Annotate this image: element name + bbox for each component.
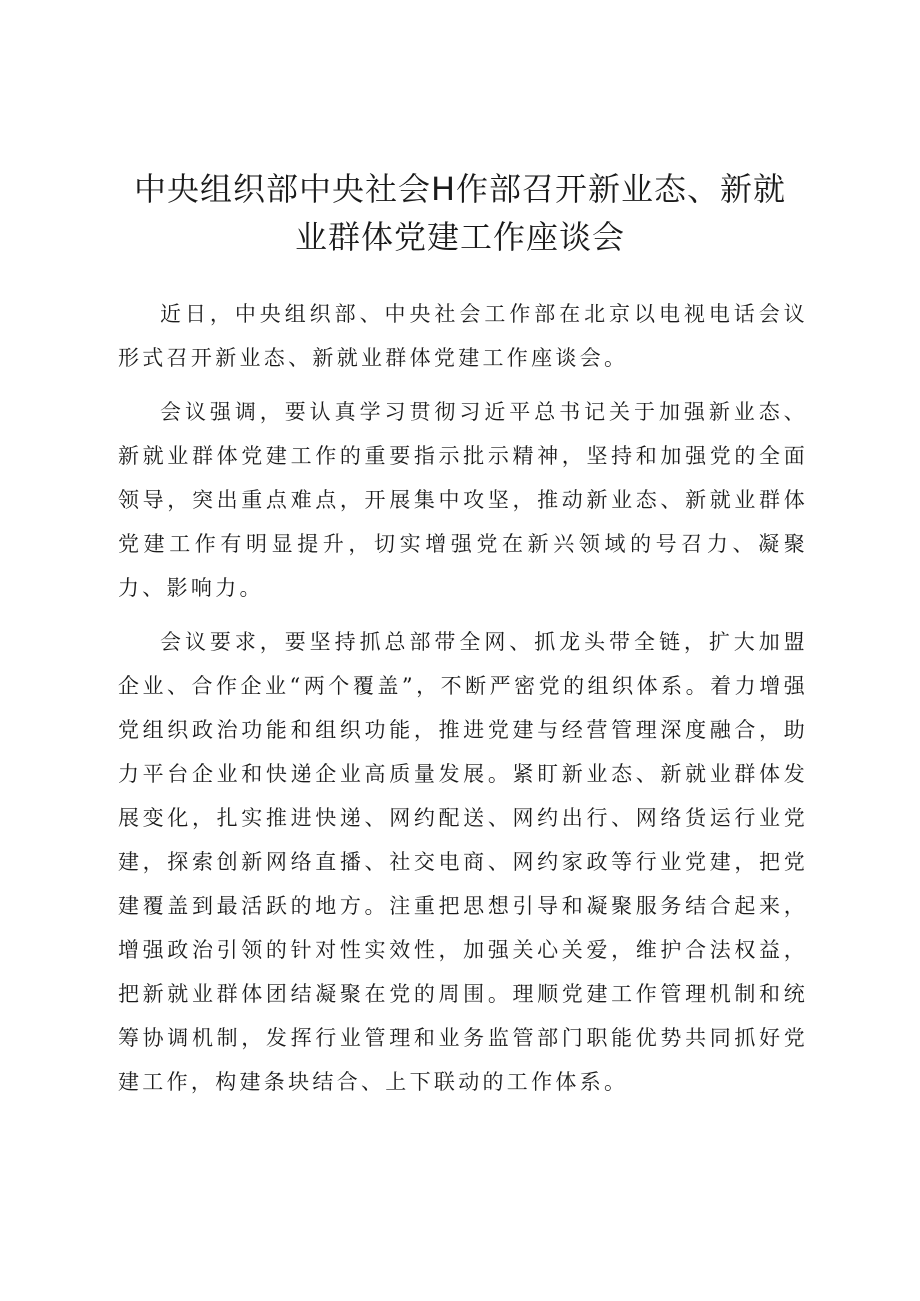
title-line-2: 业群体党建工作座谈会 xyxy=(294,218,625,256)
paragraph-3: 会议要求，要坚持抓总部带全网、抓龙头带全链，扩大加盟企业、合作企业“两个覆盖”，不断严密党的组织体系。着力增强党组织政治功能和组织功能，推进党建与经营管理深度融合，助力平台企业和快递企业高质量发展。紧盯新业态、新就业群体发展变化，扎实推进快递、网约配送、网约出行、网络货运行业党建，探索创新网络直播、社交电商、网约家政等行业党建，把党建覆盖到最活跃的地方。注重把思想引导和凝聚服务结合起来，增强政治引领的针对性实效性，加强关心关爱，维护合法权益，把新就业群体团结凝聚在党的周围。理顺党建工作管理机制和统筹协调机制，发挥行业管理和业务监管部门职能优势共同抓好党建工作，构建条块结合、上下联动的工作体系。 xyxy=(118,630,808,1094)
paragraph-1: 近日，中央组织部、中央社会工作部在北京以电视电话会议形式召开新业态、新就业群体党建工作座谈会。 xyxy=(118,302,808,370)
paragraph-2: 会议强调，要认真学习贯彻习近平总书记关于加强新业态、新就业群体党建工作的重要指示批示精神，坚持和加强党的全面领导，突出重点难点，开展集中攻坚，推动新业态、新就业群体党建工作有明显提升，切实增强党在新兴领域的号召力、凝聚力、影响力。 xyxy=(118,400,808,600)
document-body xyxy=(118,292,808,1114)
document-title xyxy=(120,165,800,261)
title-line-1: 中央组织部中央社会H作部召开新业态、新就 xyxy=(133,170,787,208)
